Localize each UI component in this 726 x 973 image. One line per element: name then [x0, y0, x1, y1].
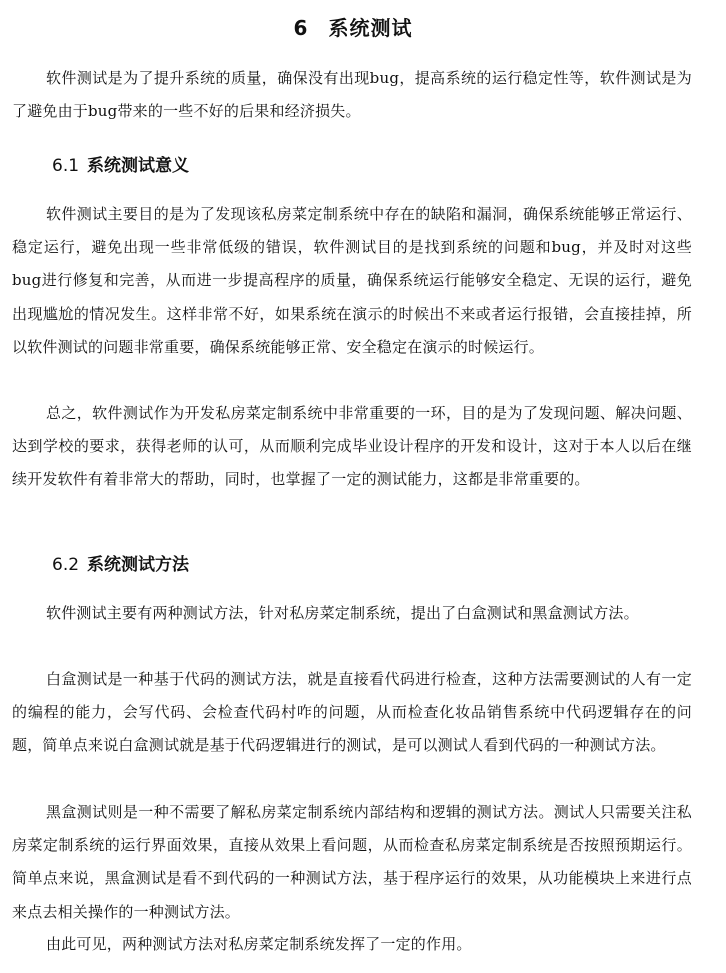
section-heading-6-2: [52, 550, 189, 575]
section-number: 6.1: [52, 156, 80, 176]
intro-paragraph: 软件测试是为了提升系统的质量，确保没有出现bug，提高系统的运行稳定性等，软件测试是为了避免由于bug带来的一些不好的后果和经济损失。: [12, 69, 692, 121]
chapter-number: 6: [293, 16, 309, 40]
paragraph: 由此可见，两种测试方法对私房菜定制系统发挥了一定的作用。: [46, 935, 472, 953]
paragraph: 黑盒测试则是一种不需要了解私房菜定制系统内部结构和逻辑的测试方法。测试人只需要关注私房菜定制系统的运行界面效果，直接从效果上看问题，从而检查私房菜定制系统是否按照预期运行。简单点来说，黑盒测试是看不到代码的一种测试方法，基于程序运行的效果，从功能模块上来进行点来点去相关操作的一种测试方法。: [12, 803, 692, 921]
paragraph: 软件测试主要目的是为了发现该私房菜定制系统中存在的缺陷和漏洞，确保系统能够正常运行、稳定运行，避免出现一些非常低级的错误，软件测试目的是找到系统的问题和bug，并及时对这些bug进行修复和完善，从而进一步提高程序的质量，确保系统运行能够安全稳定、无误的运行，避免出现尴尬的情况发生。这样非常不好，如果系统在演示的时候出不来或者运行报错，会直接挂掉，所以软件测试的问题非常重要，确保系统能够正常、安全稳定在演示的时候运行。: [12, 205, 692, 356]
paragraph: 白盒测试是一种基于代码的测试方法，就是直接看代码进行检查，这种方法需要测试的人有一定的编程的能力，会写代码、会检查代码村咋的问题，从而检查化妆品销售系统中代码逻辑存在的问题，简单点来说白盒测试就是基于代码逻辑进行的测试，是可以测试人看到代码的一种测试方法。: [12, 670, 692, 755]
section-number: 6.2: [52, 555, 80, 575]
paragraph: 总之，软件测试作为开发私房菜定制系统中非常重要的一环，目的是为了发现问题、解决问题、达到学校的要求，获得老师的认可，从而顺利完成毕业设计程序的开发和设计，这对于本人以后在继续开发软件有着非常大的帮助，同时，也掌握了一定的测试能力，这都是非常重要的。: [12, 404, 692, 489]
paragraph: 软件测试主要有两种测试方法，针对私房菜定制系统，提出了白盒测试和黑盒测试方法。: [46, 604, 639, 622]
section-title-text: 系统测试意义: [86, 156, 189, 176]
section-title-text: 系统测试方法: [86, 555, 189, 575]
chapter-title: [0, 12, 706, 41]
section-heading-6-1: [52, 151, 189, 176]
chapter-title-text: 系统测试: [328, 16, 413, 40]
